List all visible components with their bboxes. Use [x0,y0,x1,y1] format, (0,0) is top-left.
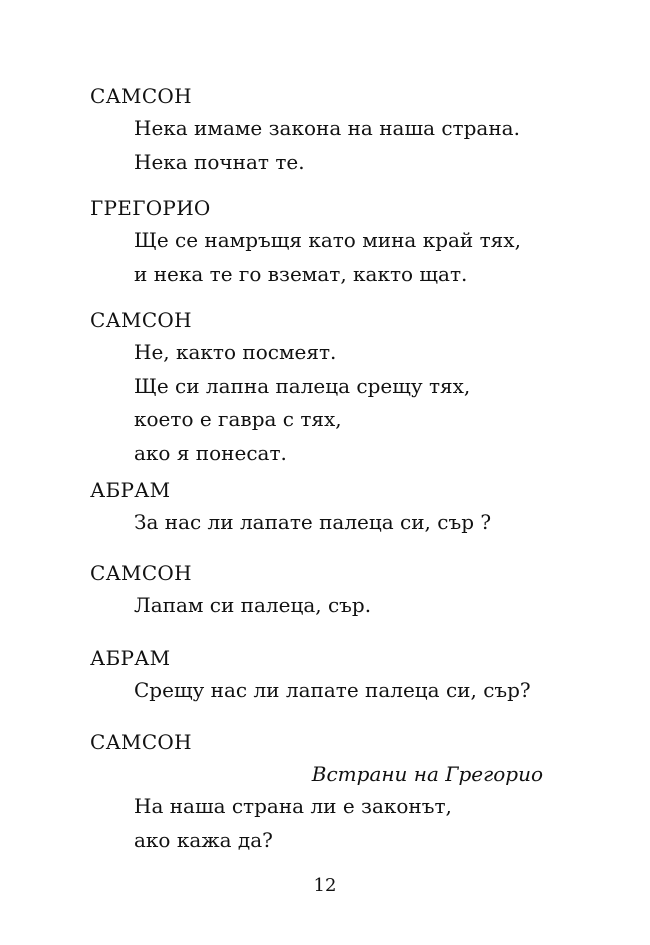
page-number: 12 [313,875,337,896]
dialogue-block [90,304,570,470]
speaker-name: АБРАМ [90,478,171,502]
dialogue-line: Лапам си палеца, сър. [134,593,372,617]
dialogue-line: ако кажа да? [134,827,273,852]
dialogue-line: и нека те го вземат, както щат. [134,261,468,286]
dialogue-block [90,726,570,857]
dialogue-block [90,474,570,540]
dialogue-line: Нека имаме закона на наша страна. [134,116,520,140]
dialogue-line: За нас ли лапате палеца си, сър ? [134,510,492,534]
dialogue-line: Не, както посмеят. [134,340,337,364]
speaker-name: САМСОН [90,308,192,332]
speaker-name: АБРАМ [90,646,171,670]
dialogue-line: Ще си лапна палеца срещу тях, [134,373,471,398]
speaker-name: ГРЕГОРИО [90,196,211,220]
speaker-name: САМСОН [90,84,192,108]
speaker-name: САМСОН [90,561,192,585]
dialogue-block [90,557,570,623]
dialogue-line: ако я понесат. [134,440,287,465]
dialogue-block [90,80,570,179]
dialogue-line: което е гавра с тях, [134,407,342,431]
dialogue-block [90,642,570,708]
dialogue-line: Нека почнат те. [134,149,305,174]
stage-direction: Встрани на Грегорио [311,762,543,786]
dialogue-block [90,192,570,291]
speaker-name: САМСОН [90,730,192,754]
dialogue-line: Срещу нас ли лапате палеца си, сър? [134,678,531,702]
dialogue-line: Ще се намръщя като мина край тях, [134,228,521,252]
dialogue-line: На наша страна ли е законът, [134,794,452,818]
